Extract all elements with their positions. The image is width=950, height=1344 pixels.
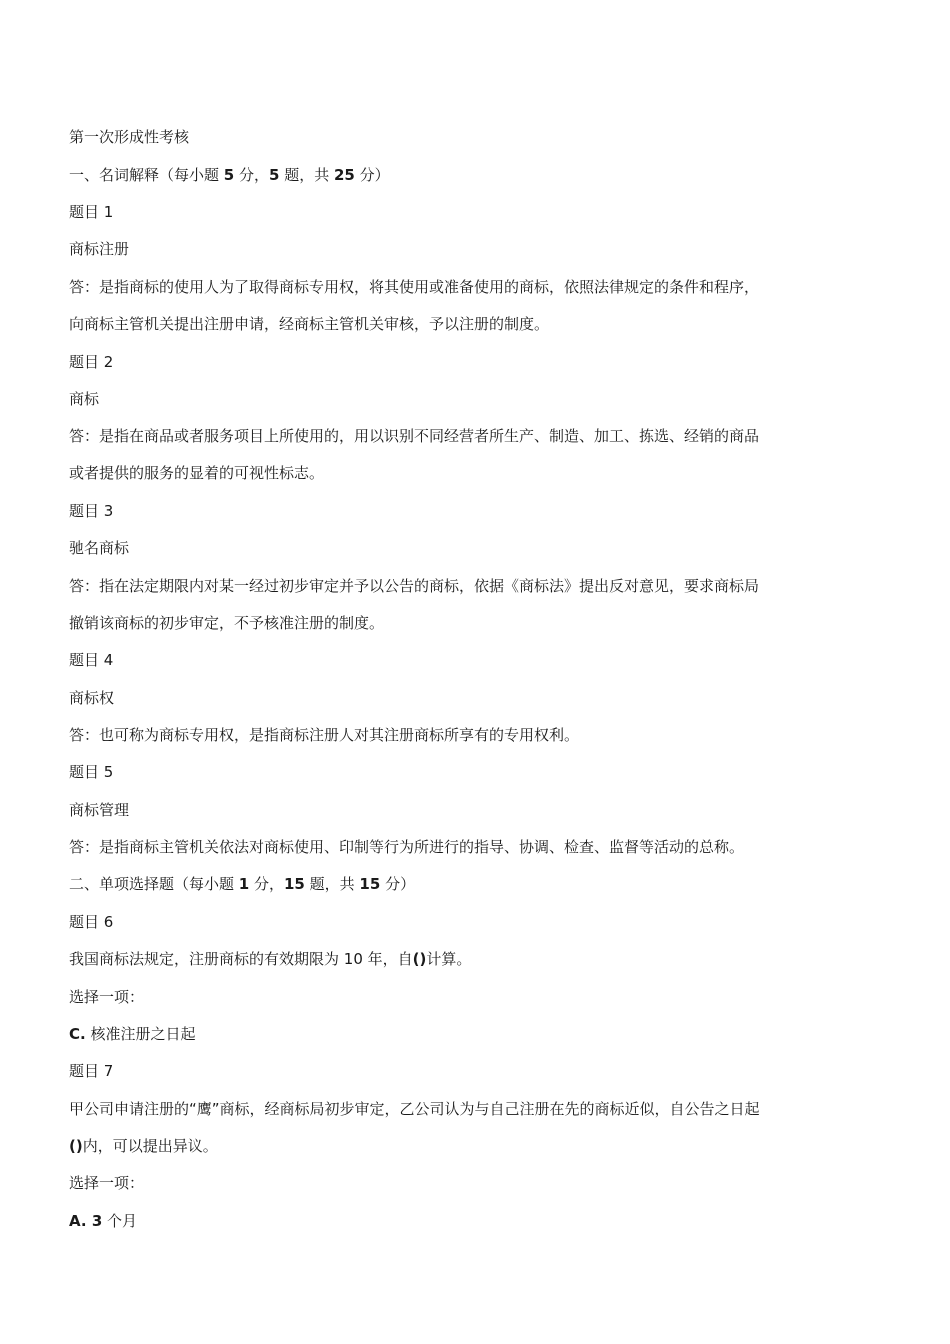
question-label: 题目 5 — [69, 763, 114, 781]
section-heading-text: 题，共 — [304, 875, 360, 893]
question-stem-text: 我国商标法规定，注册商标的有效期限为 10 年，自 — [69, 950, 413, 968]
question-label: 题目 4 — [69, 651, 114, 669]
answer-text: 答：也可称为商标专用权，是指商标注册人对其注册商标所享有的专用权利。 — [69, 726, 580, 744]
section-heading-text: 分， — [249, 875, 284, 893]
option-number: 3 — [86, 1212, 103, 1230]
selected-option — [69, 1211, 137, 1231]
section-heading-number: 1 — [238, 875, 250, 893]
question-stem-text: 计算。 — [426, 950, 472, 968]
section-heading-number: 5 — [269, 166, 280, 184]
section-heading-number: 15 — [359, 875, 381, 893]
question-blank: () — [412, 950, 427, 968]
answer-text: 答：是指商标的使用人为了取得商标专用权，将其使用或准备使用的商标，依照法律规定的条件和程序， — [69, 278, 760, 296]
question-label: 题目 1 — [69, 203, 114, 221]
question-label: 题目 2 — [69, 353, 114, 371]
question-term: 商标管理 — [69, 801, 130, 819]
question-label: 题目 3 — [69, 502, 114, 520]
question-term: 商标权 — [69, 689, 115, 707]
question-stem-text: 内，可以提出异议。 — [82, 1137, 218, 1155]
answer-text: 撤销该商标的初步审定，不予核准注册的制度。 — [69, 614, 385, 632]
option-text: 核准注册之日起 — [85, 1025, 196, 1043]
option-letter: A. — [69, 1212, 87, 1230]
question-blank: () — [69, 1137, 83, 1155]
question-term: 商标 — [69, 390, 100, 408]
option-letter: C. — [69, 1025, 86, 1043]
section-heading-number: 5 — [223, 166, 235, 184]
section-heading-text: 题，共 — [279, 166, 334, 184]
selected-option — [69, 1024, 196, 1044]
question-label: 题目 7 — [69, 1062, 114, 1080]
answer-text: 答：指在法定期限内对某一经过初步审定并予以公告的商标，依据《商标法》提出反对意见，要求商标局 — [69, 577, 760, 595]
choose-one-label: 选择一项： — [69, 988, 145, 1006]
section-heading-number: 15 — [284, 875, 305, 893]
question-stem — [69, 949, 471, 969]
answer-text: 向商标主管机关提出注册申请，经商标主管机关审核，予以注册的制度。 — [69, 315, 550, 333]
question-stem: 甲公司申请注册的“鹰”商标，经商标局初步审定，乙公司认为与自己注册在先的商标近似，自公告之日起 — [69, 1100, 760, 1118]
section-heading-1 — [69, 165, 390, 185]
question-label: 题目 6 — [69, 913, 114, 931]
section-heading-text: 分， — [234, 166, 269, 184]
answer-text: 答：是指在商品或者服务项目上所使用的，用以识别不同经营者所生产、制造、加工、拣选、经销的商品 — [69, 427, 760, 445]
document-title: 第一次形成性考核 — [69, 128, 190, 146]
section-heading-text: 分） — [354, 166, 390, 184]
question-term: 驰名商标 — [69, 539, 130, 557]
section-heading-text: 二、单项选择题（每小题 — [69, 875, 239, 893]
section-heading-text: 一、名词解释（每小题 — [69, 166, 224, 184]
answer-text: 或者提供的服务的显着的可视性标志。 — [69, 464, 325, 482]
section-heading-number: 25 — [333, 166, 355, 184]
section-heading-text: 分） — [380, 875, 416, 893]
question-term: 商标注册 — [69, 240, 130, 258]
option-text: 个月 — [102, 1212, 138, 1230]
section-heading-2 — [69, 874, 415, 894]
question-stem — [69, 1136, 218, 1156]
choose-one-label: 选择一项： — [69, 1174, 145, 1192]
answer-text: 答：是指商标主管机关依法对商标使用、印制等行为所进行的指导、协调、检查、监督等活动的总称。 — [69, 838, 745, 856]
